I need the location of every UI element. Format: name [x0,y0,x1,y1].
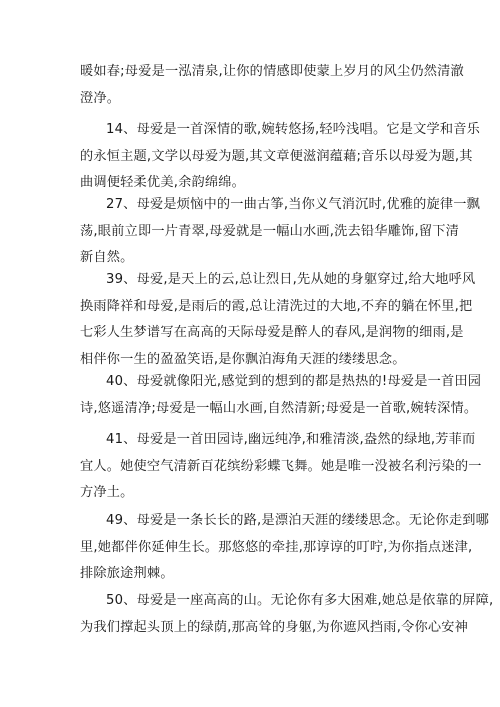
paragraph-50 [80,588,494,641]
text-line: 39、母爱,是天上的云,总让烈日,先从她的身躯穿过,给大地呼风 [106,272,476,287]
paragraph-41 [80,427,482,507]
text-line: 为我们撑起头顶上的绿荫,那高耸的身躯,为你遮风挡雨,令你心安神 [80,619,469,635]
paragraph-40 [80,369,482,422]
text-line: 澄净。 [80,90,121,106]
text-line: 49、母爱是一条长长的路,是漂泊天涯的缕缕思念。无论你走到哪 [106,513,490,528]
text-line: 宜人。她使空气清新百花缤纷彩蝶飞舞。她是唯一没被名利污染的一 [80,458,482,474]
text-line: 荡,眼前立即一片青翠,母爱就是一幅山水画,洗去铅华雕饰,留下清 [80,223,460,239]
text-line: 41、母爱是一首田园诗,幽远纯净,和雅清淡,盎然的绿地,芳菲而 [106,432,476,447]
text-line: 排除旅途荆棘。 [80,566,174,581]
text-line: 里,她都伴你延伸生长。那悠悠的牵挂,那谆谆的叮咛,为你指点迷津, [80,539,473,555]
text-line: 14、母爱是一首深情的歌,婉转悠扬,轻吟浅唱。它是文学和音乐 [106,122,481,137]
text-line: 50、母爱是一座高高的山。无论你有多大困难,她总是依靠的屏障, [106,593,494,608]
text-line: 方净土。 [80,485,134,500]
paragraph-49 [80,508,490,588]
paragraph-continued [80,59,464,112]
text-line: 曲调便轻柔优美,余韵绵绵。 [80,175,246,190]
paragraph-27 [80,192,481,272]
text-line: 诗,悠遥清净;母爱是一幅山水画,自然清新;母爱是一首歌,婉转深情。 [80,400,478,416]
text-line: 40、母爱就像阳光,感觉到的想到的都是热热的!母爱是一首田园 [106,374,482,389]
text-line: 七彩人生梦谱写在高高的天际母爱是醉人的春风,是润物的细雨,是 [80,325,464,340]
paragraph-14 [80,117,481,197]
text-line: 相伴你一生的盈盈笑语,是你飘泊海角天涯的缕缕思念。 [80,351,406,367]
text-line: 27、母爱是烦恼中的一曲古筝,当你义气消沉时,优雅的旋律一飘 [106,197,481,212]
text-line: 暖如春;母爱是一泓清泉,让你的情感即使蒙上岁月的风尘仍然清澈 [80,64,464,79]
text-line: 新自然。 [80,250,134,265]
text-line: 换雨降祥和母爱,是雨后的霞,总让清洗过的大地,不弃的躺在怀里,把 [80,298,473,314]
paragraph-39 [80,267,476,373]
text-line: 的永恒主题,文学以母爱为题,其文章便滋润蕴藉;音乐以母爱为题,其 [80,148,473,164]
